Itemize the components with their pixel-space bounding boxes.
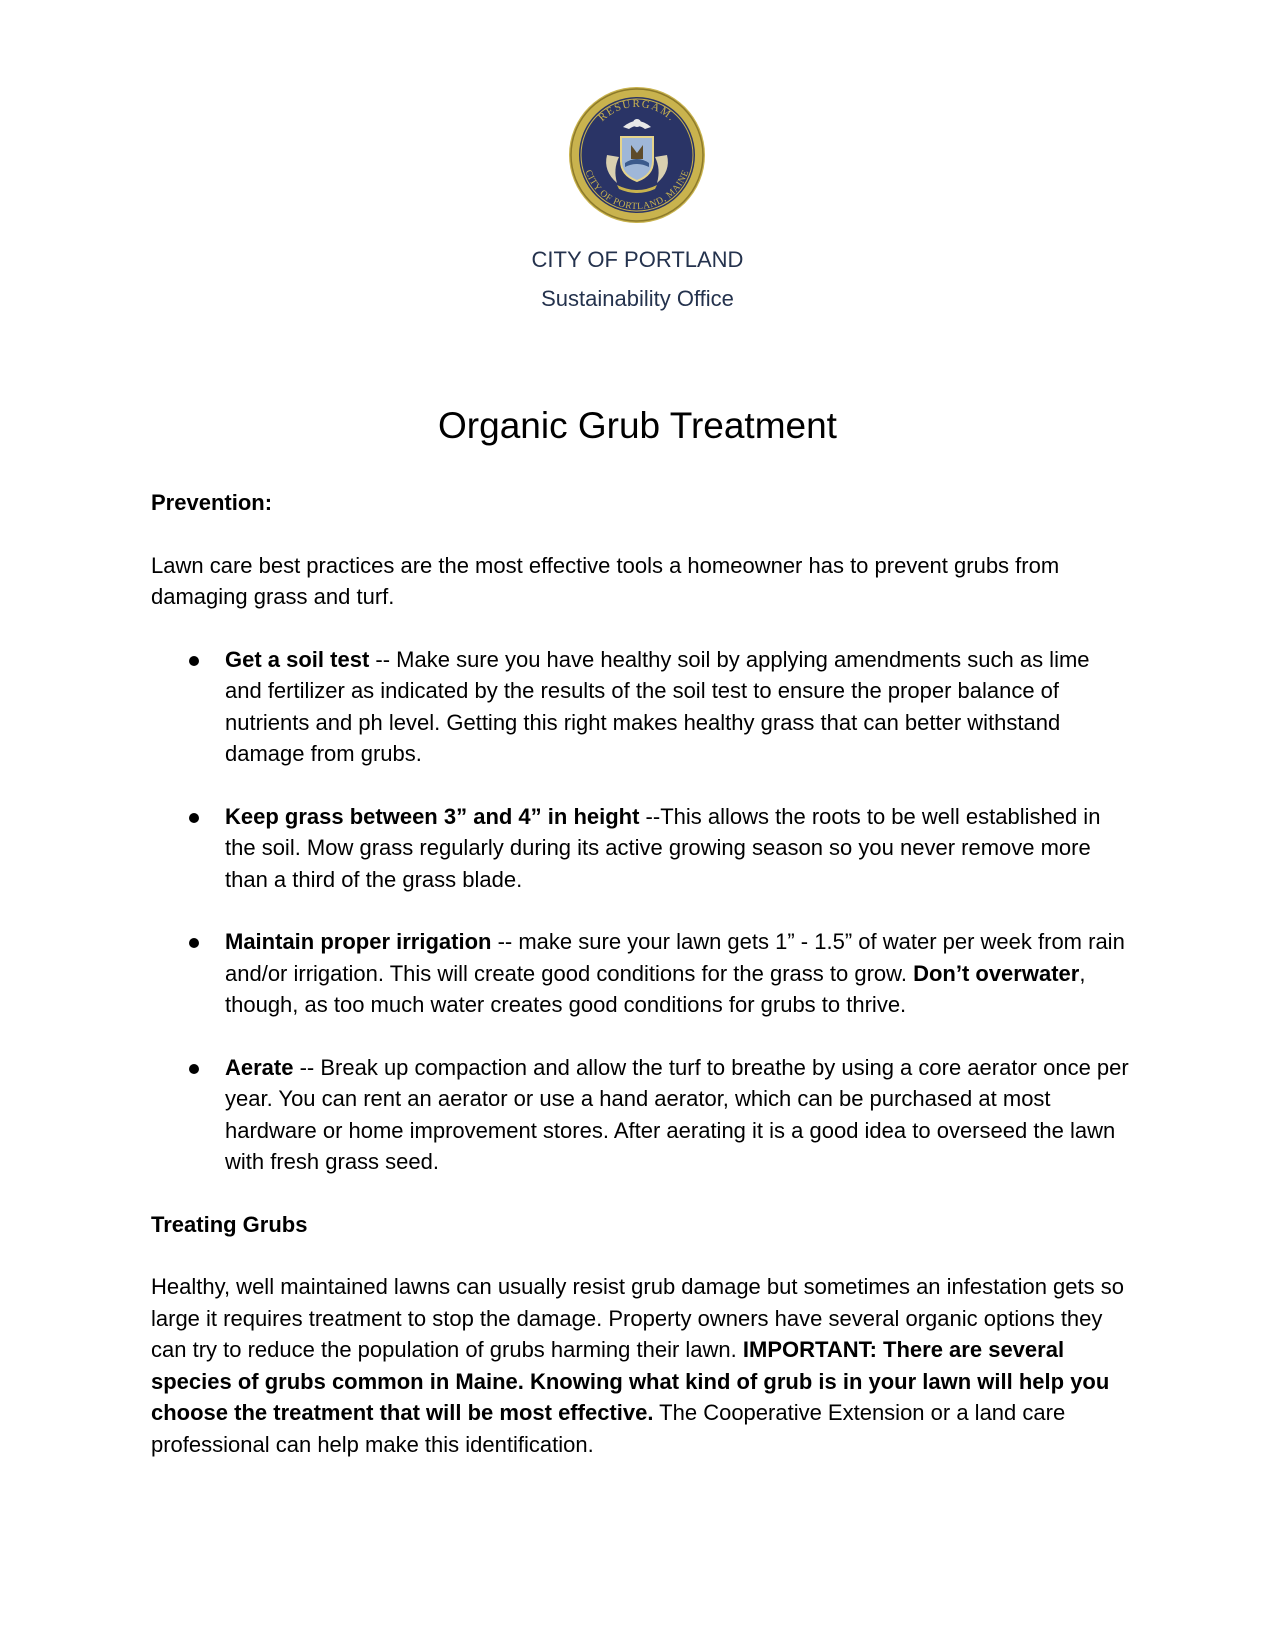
section-heading-treating: Treating Grubs [151, 1211, 308, 1237]
svg-text:CITY OF PORTLAND, MAINE: CITY OF PORTLAND, MAINE [582, 168, 692, 213]
treating-text: Healthy, well maintained lawns can usually resist grub damage but sometimes an infestation gets so large it requires treatment to stop the damage. Property owners have several organic options they can try to reduce the population of grubs harming their lawn. [151, 1274, 1124, 1362]
list-item-aerate [151, 1052, 1131, 1178]
item-title: Maintain proper irrigation [225, 929, 492, 954]
bullet-icon [189, 813, 199, 823]
treating-important: IMPORTANT: There are several species of grubs common in Maine. Knowing what kind of grub is in your lawn will help you choose the treatment that will be most effective. [151, 1337, 1110, 1425]
bullet-icon [189, 656, 199, 666]
treating-paragraph [151, 1271, 1131, 1460]
bullet-icon [189, 1064, 199, 1074]
item-text: -- Break up compaction and allow the turf to breathe by using a core aerator once per year. You can rent an aerator or use a hand aerator, which can be purchased at most hardware or home improvement stores. After aerating it is a good idea to overseed the lawn with fresh grass seed. [225, 1054, 1129, 1174]
item-title: Aerate [225, 1054, 294, 1080]
item-text: --This allows the roots to be well established in the soil. Mow grass regularly during its active growing season so you never remove more than a third of the grass blade. [225, 803, 1101, 892]
document-body [151, 487, 1131, 1460]
organization-name: CITY OF PORTLAND [531, 247, 744, 272]
svg-text:RESURGAM.: RESURGAM. [596, 97, 678, 124]
office-name: Sustainability Office [541, 286, 734, 311]
item-emphasis: Don’t overwater [913, 960, 1080, 986]
item-text: -- Make sure you have healthy soil by applying amendments such as lime and fertilizer as indicated by the results of the soil test to ensure the proper balance of nutrients and ph level. Getting this right makes healthy grass that can better withstand damage from grubs. [225, 646, 1090, 766]
list-item-grass-height [151, 801, 1131, 896]
item-text-continued: , though, as too much water creates good conditions for grubs to thrive. [225, 960, 1086, 1017]
document-title: Organic Grub Treatment [438, 405, 837, 446]
prevention-list [151, 644, 1131, 1178]
bullet-icon [189, 938, 199, 948]
list-item-irrigation [151, 926, 1131, 1021]
item-text: -- make sure your lawn gets 1” - 1.5” of water per week from rain and/or irrigation. This will create good conditions for the grass to grow. [225, 929, 1125, 986]
item-title: Keep grass between 3” and 4” in height [225, 803, 640, 829]
city-seal-logo [567, 85, 707, 225]
prevention-intro: Lawn care best practices are the most effective tools a homeowner has to prevent grubs from damaging grass and turf. [151, 552, 1060, 609]
list-item-soil-test [151, 644, 1131, 770]
item-title: Get a soil test [225, 646, 370, 672]
treating-text-after: The Cooperative Extension or a land care professional can help make this identification. [151, 1400, 1066, 1457]
section-heading-prevention: Prevention: [151, 490, 273, 515]
